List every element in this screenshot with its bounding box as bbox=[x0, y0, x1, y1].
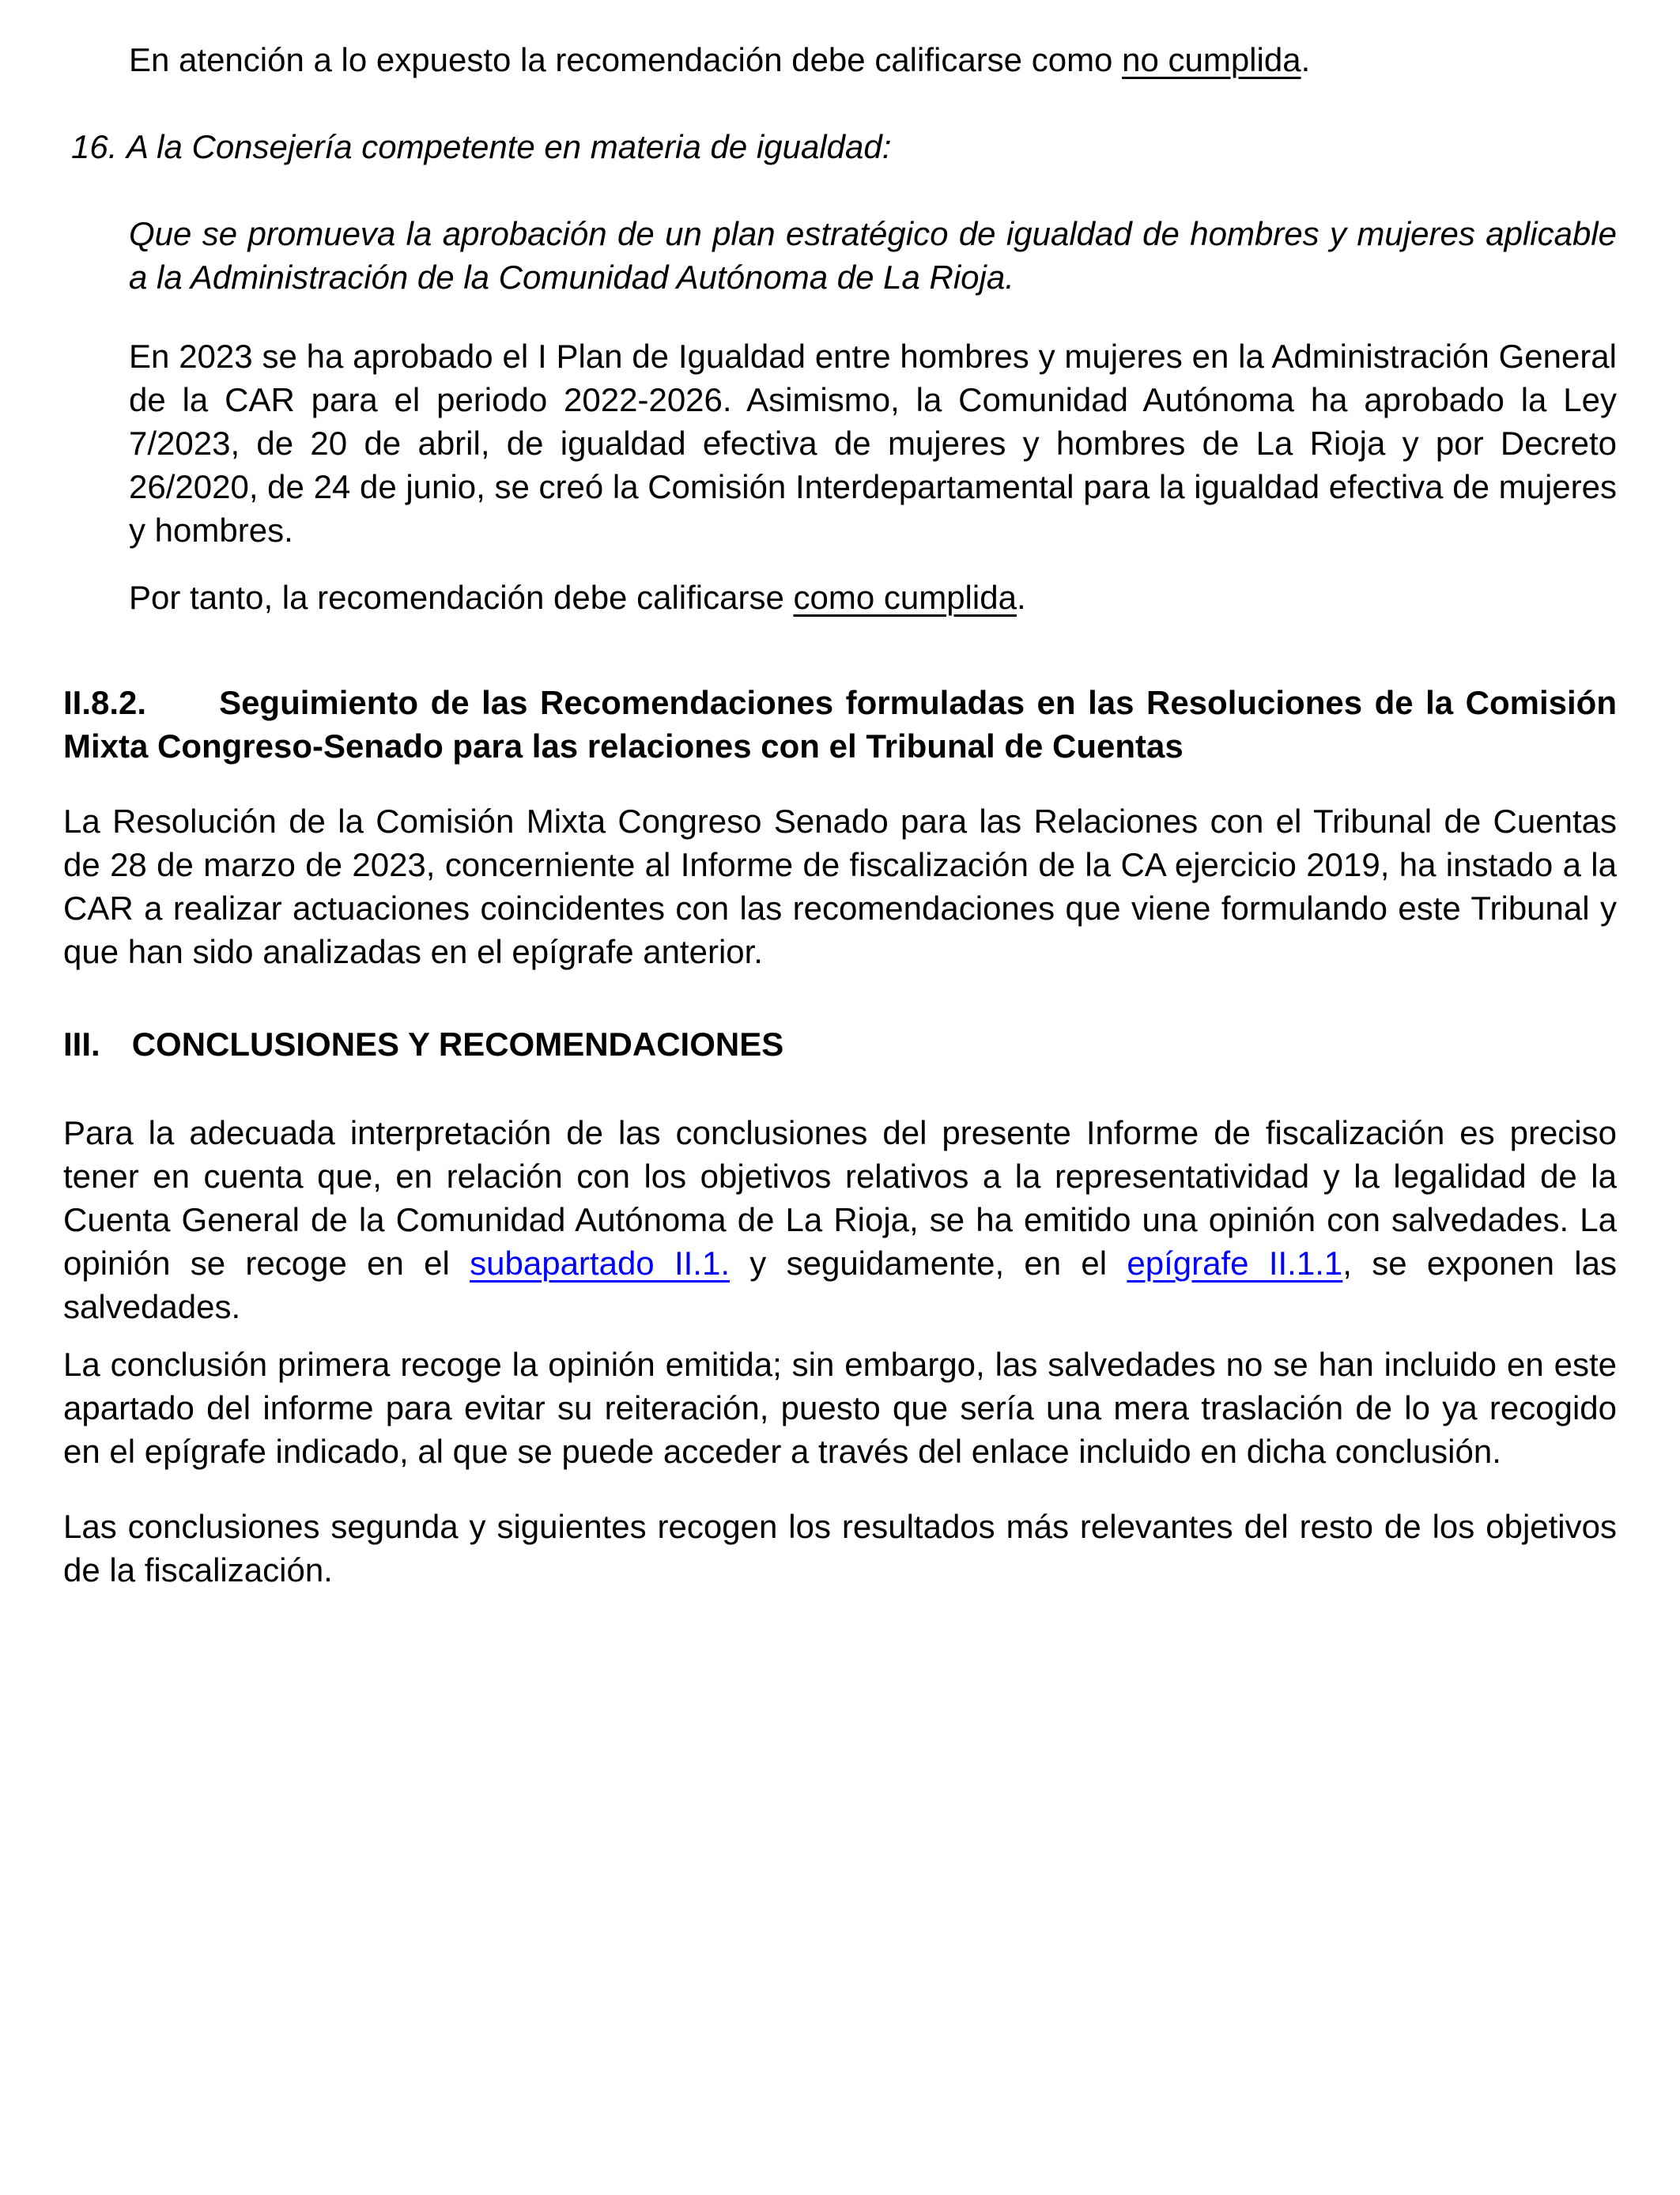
list-item-16-heading bbox=[71, 125, 1617, 168]
paragraph-atencion-text: En atención a lo expuesto la recomendación debe calificarse como bbox=[129, 41, 1123, 78]
paragraph-por-tanto-period: . bbox=[1016, 579, 1026, 616]
paragraph-recommendation-quote: Que se promueva la aprobación de un plan estratégico de igualdad de hombres y mujeres aplicable a la Administración de la Comunidad Autónoma de La Rioja. bbox=[129, 215, 1617, 296]
paragraph-interpretacion-seg2: y seguidamente, en el bbox=[730, 1245, 1127, 1282]
paragraph-por-tanto-text: Por tanto, la recomendación debe calificarse bbox=[129, 579, 794, 616]
paragraph-atencion-underlined: no cumplida bbox=[1122, 41, 1301, 78]
paragraph-conclusion-primera: La conclusión primera recoge la opinión emitida; sin embargo, las salvedades no se han incluido en este apartado del informe para evitar su reiteración, puesto que sería una mera traslación de lo ya recogido en el epígrafe indicado, al que se puede acceder a través del enlace incluido en dicha conclusión. bbox=[63, 1346, 1617, 1470]
paragraph-resolucion: La Resolución de la Comisión Mixta Congreso Senado para las Relaciones con el Tribunal de Cuentas de 28 de marzo de 2023, concerniente al Informe de fiscalización de la CA ejercicio 2019, ha instado a la CAR a realizar actuaciones coincidentes con las recomendaciones que viene formulando este Tribunal y que han sido analizadas en el epígrafe anterior. bbox=[63, 803, 1617, 970]
paragraph-conclusiones-segunda: Las conclusiones segunda y siguientes recogen los resultados más relevantes del resto de los objetivos de la fiscalización. bbox=[63, 1508, 1617, 1589]
link-subapartado-ii-1[interactable]: subapartado II.1. bbox=[470, 1245, 730, 1282]
heading-iii-text: CONCLUSIONES Y RECOMENDACIONES bbox=[131, 1026, 784, 1063]
paragraph-por-tanto-underlined: como cumplida bbox=[793, 579, 1017, 616]
heading-ii-8-2-text: Seguimiento de las Recomendaciones formuladas en las Resoluciones de la Comisión Mixta Congreso-Senado para las relaciones con el Tribunal de Cuentas bbox=[63, 684, 1617, 765]
paragraph-atencion-period: . bbox=[1301, 41, 1311, 78]
paragraph-interpretacion-seg3: , se exponen las salvedades. bbox=[63, 1245, 1617, 1325]
heading-iii-conclusiones bbox=[63, 1022, 1617, 1066]
paragraph-interpretacion-seg1: Para la adecuada interpretación de las conclusiones del presente Informe de fiscalización es preciso tener en cuenta que, en relación con los objetivos relativos a la representatividad y la legalidad de la Cuenta General de la Comunidad Autónoma de La Rioja, se ha emitido una opinión con salvedades. La opinión se recoge en el bbox=[63, 1114, 1617, 1282]
paragraph-atencion bbox=[129, 38, 1617, 81]
paragraph-interpretacion bbox=[63, 1111, 1617, 1328]
paragraph-plan-igualdad: En 2023 se ha aprobado el I Plan de Igualdad entre hombres y mujeres en la Administración General de la CAR para el periodo 2022-2026. Asimismo, la Comunidad Autónoma ha aprobado la Ley 7/2023, de 20 de abril, de igualdad efectiva de mujeres y hombres de La Rioja y por Decreto 26/2020, de 24 de junio, se creó la Comisión Interdepartamental para la igualdad efectiva de mujeres y hombres. bbox=[129, 338, 1617, 549]
link-epigrafe-ii-1-1[interactable]: epígrafe II.1.1 bbox=[1127, 1245, 1343, 1282]
heading-ii-8-2-number: II.8.2. bbox=[63, 684, 147, 721]
heading-iii-number: III. bbox=[63, 1026, 100, 1063]
paragraph-por-tanto bbox=[129, 576, 1617, 619]
heading-ii-8-2 bbox=[63, 681, 1617, 768]
list-item-16-number: 16. bbox=[71, 128, 118, 165]
list-item-16-title: A la Consejería competente en materia de igualdad: bbox=[126, 128, 892, 165]
